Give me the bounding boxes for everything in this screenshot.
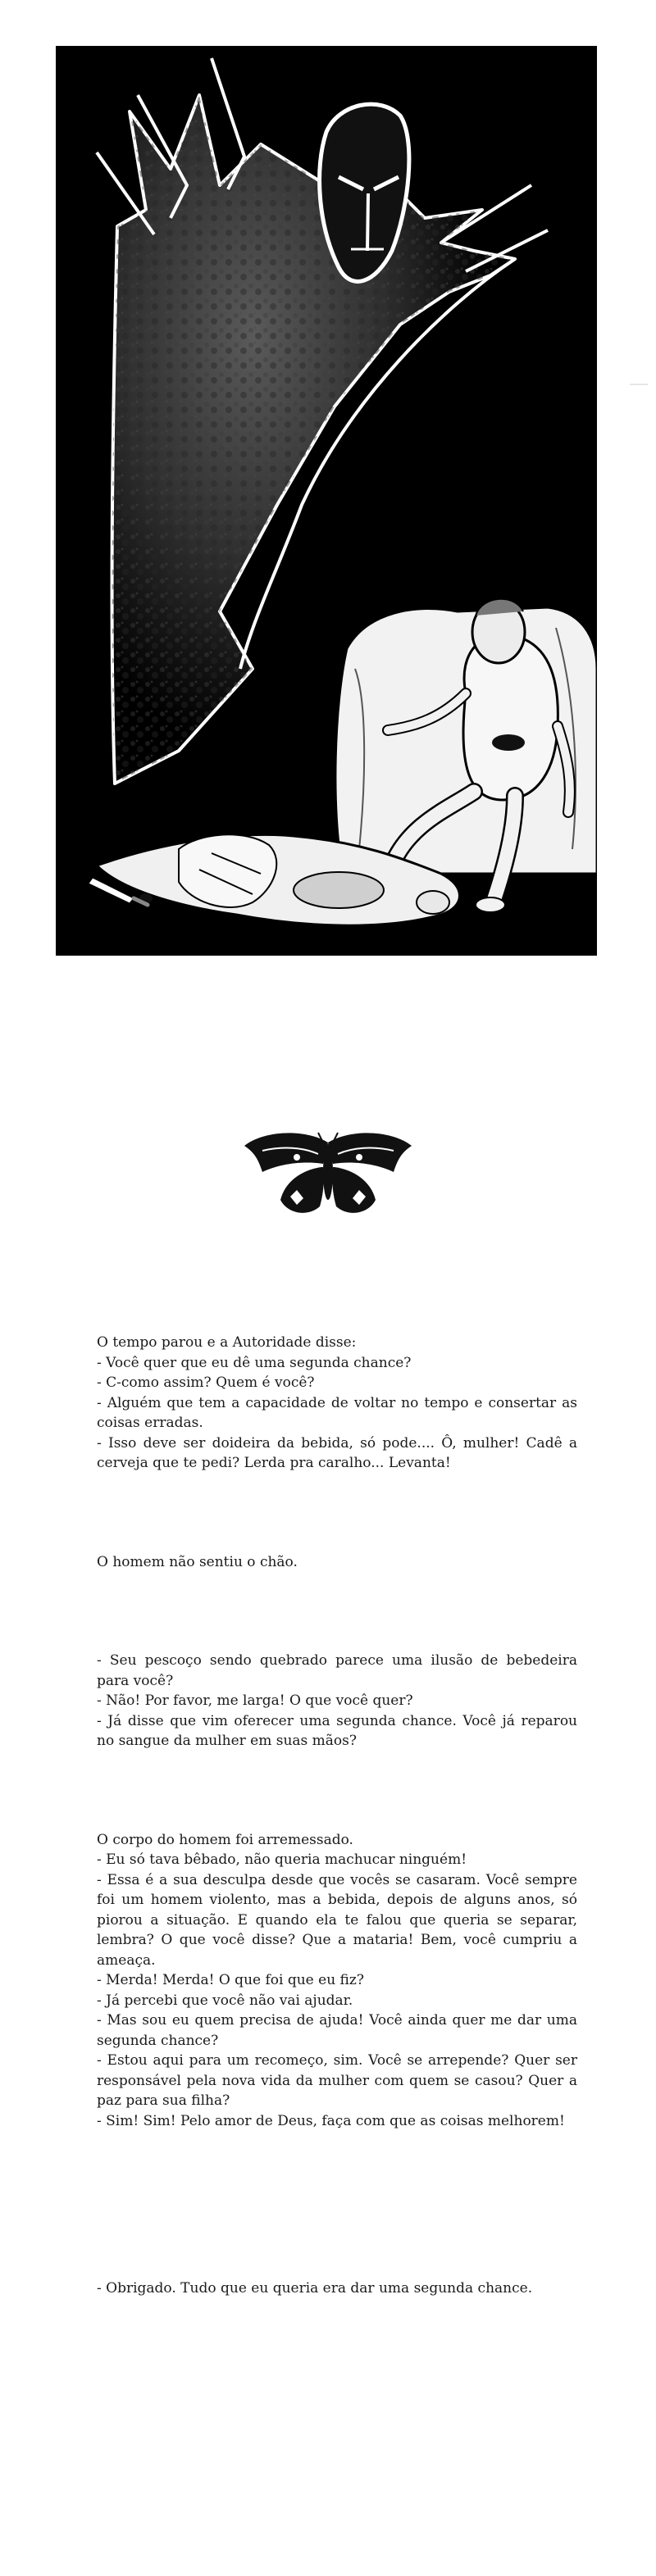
story-line: - Eu só tava bêbado, não queria machucar ninguém! (97, 1851, 467, 1868)
story-text (97, 1333, 577, 2299)
story-line: - Já disse que vim oferecer uma segunda chance. Você já reparou no sangue da mulher em suas mãos? (97, 1712, 577, 1749)
story-line: O tempo parou e a Autoridade disse: (97, 1334, 357, 1351)
story-line: - Isso deve ser doideira da bebida, só pode.... Ô, mulher! Cadê a cerveja que te pedi? Lerda pra caralho... Levanta! (97, 1434, 577, 1471)
story-line: - Merda! Merda! O que foi que eu fiz? (97, 1972, 364, 1988)
story-line: - C-como assim? Quem é você? (97, 1374, 315, 1391)
story-line: - Alguém que tem a capacidade de voltar no tempo e consertar as coisas erradas. (97, 1394, 577, 1431)
story-line: - Você quer que eu dê uma segunda chance? (97, 1354, 412, 1371)
story-line: O homem não sentiu o chão. (97, 1553, 298, 1570)
story-line: - Mas sou eu quem precisa de ajuda! Você ainda quer me dar uma segunda chance? (97, 2012, 577, 2049)
moth-ornament (238, 1124, 418, 1223)
paragraph-gap (97, 1572, 577, 1651)
story-line: O corpo do homem foi arremessado. (97, 1831, 353, 1848)
story-line: - Não! Por favor, me larga! O que você quer? (97, 1692, 413, 1709)
story-line: - Já percebi que você não vai ajudar. (97, 1992, 353, 2009)
stray-mark (630, 384, 648, 385)
comic-illustration (56, 46, 597, 956)
story-line: - Essa é a sua desculpa desde que vocês se casaram. Você sempre foi um homem violento, mas a bebida, depois de alguns anos, só piorou a situação. E quando ela te falou que queria se separar, lembra? O que você disse? Que a mataria! Bem, você cumpriu a ameaça. (97, 1871, 577, 1969)
paragraph-gap (97, 1474, 577, 1552)
comic-illustration-panel (56, 46, 597, 956)
moth-icon (238, 1124, 418, 1223)
story-line: - Seu pescoço sendo quebrado parece uma ilusão de bebedeira para você? (97, 1652, 577, 1689)
story-line: - Sim! Sim! Pelo amor de Deus, faça com que as coisas melhorem! (97, 2112, 565, 2129)
paragraph-gap (97, 2131, 577, 2278)
story-line: - Estou aqui para um recomeço, sim. Você se arrepende? Quer ser responsável pela nova vida da mulher com quem se casou? Quer a paz para sua filha? (97, 2052, 577, 2109)
paragraph-gap (97, 1751, 577, 1830)
story-line: - Obrigado. Tudo que eu queria era dar uma segunda chance. (97, 2280, 533, 2297)
